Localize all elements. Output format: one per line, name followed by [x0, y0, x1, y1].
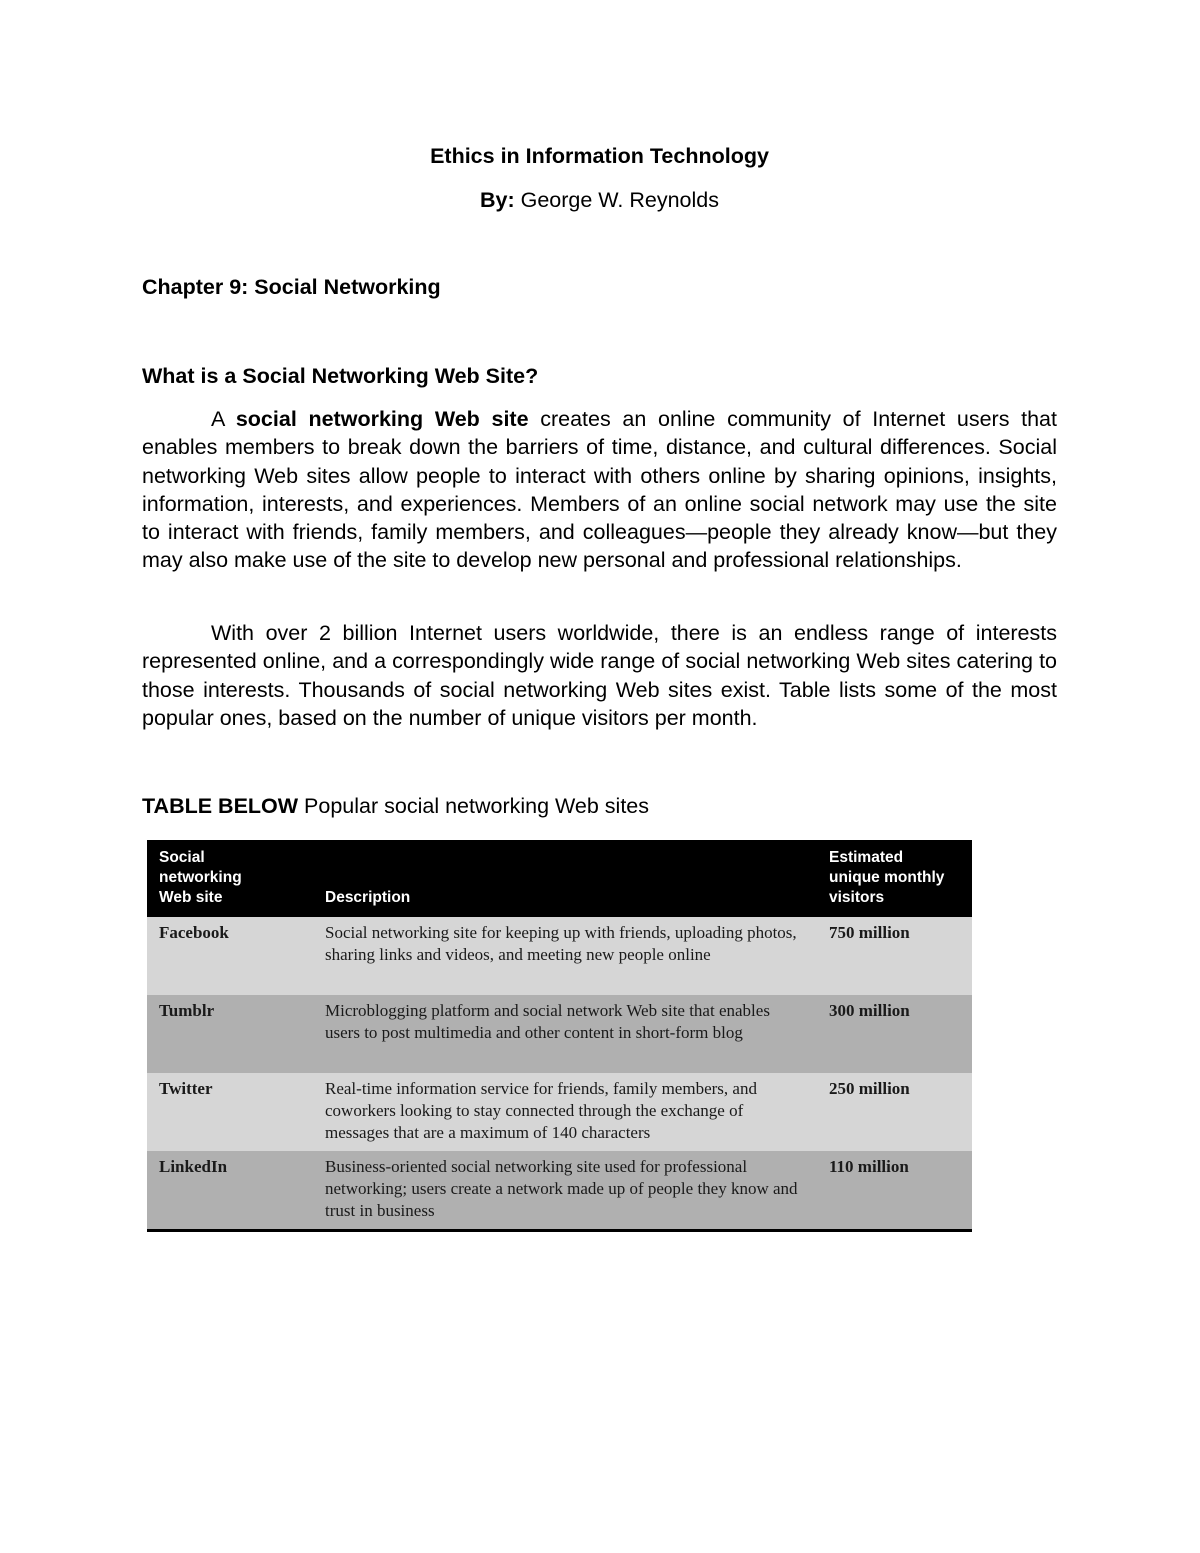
table-header-row: [147, 840, 972, 917]
header-site-line: Web site: [159, 889, 223, 906]
header-visitors: [817, 840, 972, 917]
header-site: [147, 840, 313, 917]
table-caption-text: Popular social networking Web sites: [304, 794, 650, 818]
header-site-line: Social: [159, 849, 205, 866]
site-visitors: 110 million: [817, 1151, 972, 1231]
social-sites-table: [147, 840, 972, 1232]
section-heading: What is a Social Networking Web Site?: [142, 364, 539, 388]
header-description: Description: [313, 840, 817, 917]
table-row: [147, 995, 972, 1073]
paragraph-body: creates an online community of Internet users that enables members to break down the barriers of time, distance, and cultural differences. Social networking Web sites allow people to interact with others online by sharing opinions, insights, information, interests, and experiences. Members of an online social network may use the site to interact with friends, family members, and colleagues—people they already know—but they may also make use of the site to develop new personal and professional relationships.: [142, 407, 1057, 573]
author-name: George W. Reynolds: [520, 188, 719, 212]
table-row: [147, 917, 972, 995]
paragraph-popularity: With over 2 billion Internet users worldwide, there is an endless range of interests represented online, and a correspondingly wide range of social networking Web sites catering to those interests. Thousands of social networking Web sites exist. Table lists some of the most popular ones, based on the number of unique visitors per month.: [142, 621, 1057, 730]
header-visitors-line: unique monthly: [829, 869, 945, 886]
table-row: [147, 1073, 972, 1151]
site-visitors: 250 million: [817, 1073, 972, 1151]
header-visitors-line: visitors: [829, 889, 885, 906]
site-name: Facebook: [147, 917, 313, 995]
site-visitors: 300 million: [817, 995, 972, 1073]
site-name: Tumblr: [147, 995, 313, 1073]
document-title: Ethics in Information Technology: [430, 144, 769, 168]
site-description: Real-time information service for friends, family members, and coworkers looking to stay connected through the exchange of messages that are a maximum of 140 characters: [313, 1073, 817, 1151]
site-description: Business-oriented social networking site used for professional networking; users create a network made up of people they know and trust in business: [313, 1151, 817, 1231]
paragraph-lead: A: [211, 407, 225, 431]
chapter-heading: Chapter 9: Social Networking: [142, 275, 441, 299]
site-name: LinkedIn: [147, 1151, 313, 1231]
defined-term: social networking Web site: [235, 407, 529, 431]
table-caption: [142, 793, 649, 819]
paragraph-definition: [142, 405, 1057, 575]
table-row: [147, 1151, 972, 1231]
site-description: Social networking site for keeping up with friends, uploading photos, sharing links and videos, and meeting new people online: [313, 917, 817, 995]
site-description: Microblogging platform and social network Web site that enables users to post multimedia and other content in short-form blog: [313, 995, 817, 1073]
author-line: [142, 187, 1057, 213]
site-visitors: 750 million: [817, 917, 972, 995]
table-caption-label: TABLE BELOW: [142, 794, 299, 818]
header-site-line: networking: [159, 869, 242, 886]
header-visitors-line: Estimated: [829, 849, 904, 866]
author-label: By:: [479, 188, 515, 212]
site-name: Twitter: [147, 1073, 313, 1151]
